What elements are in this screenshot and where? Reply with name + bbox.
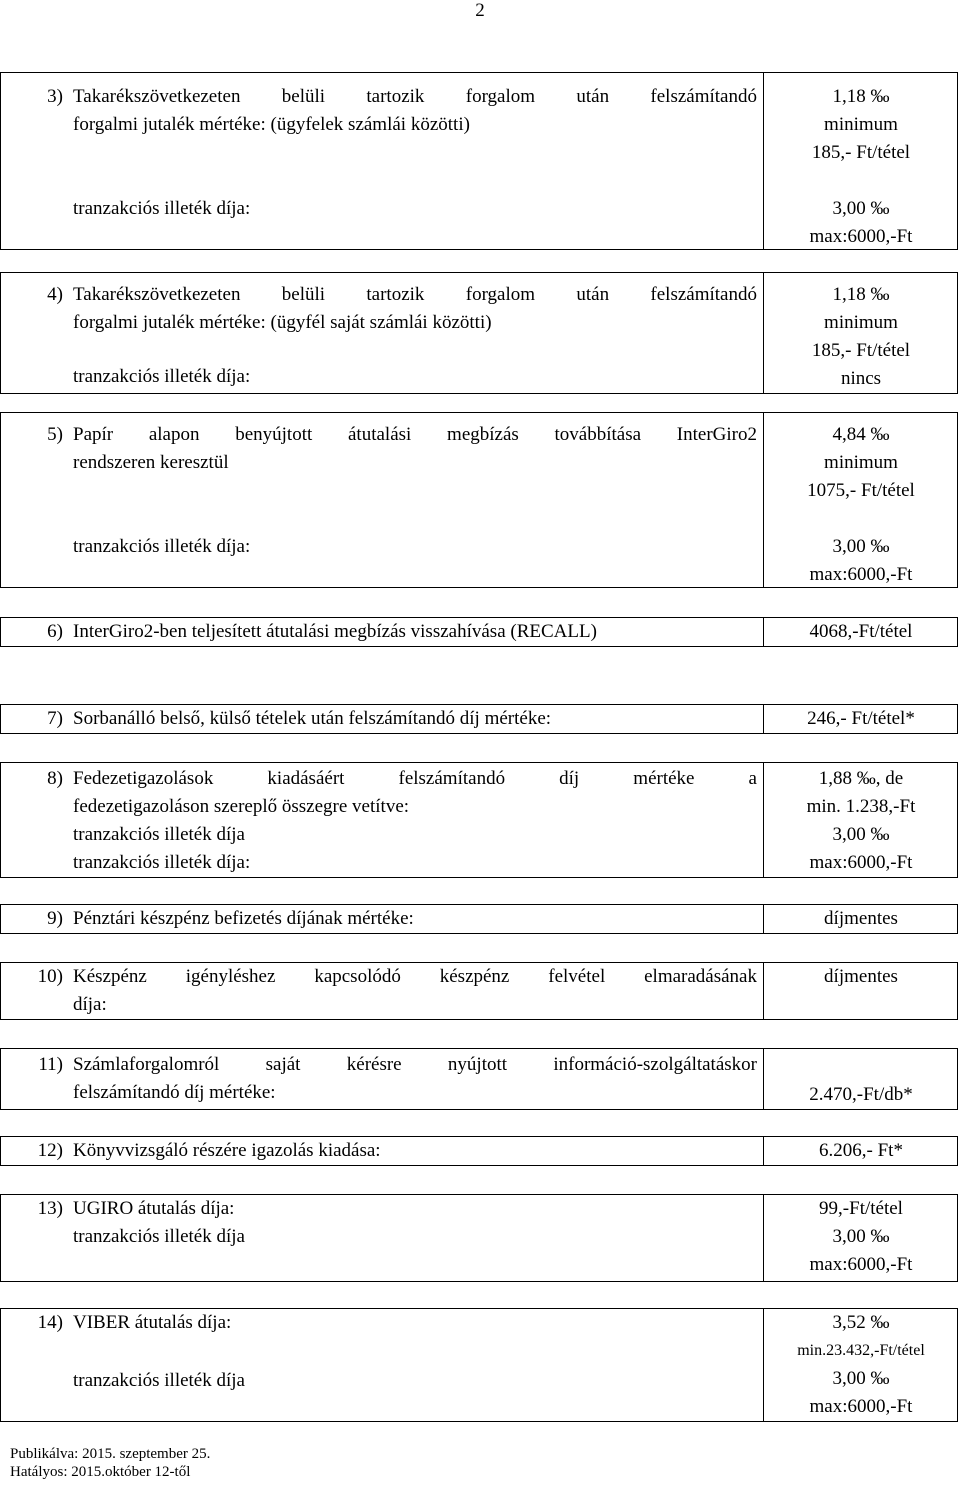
fee-cell	[763, 618, 958, 646]
fee-line: díjmentes	[824, 908, 898, 929]
description-line: tranzakciós illeték díja:	[73, 366, 251, 387]
row-number: 10)	[37, 966, 63, 987]
fee-row-13	[0, 1194, 958, 1282]
fee-row-6	[0, 617, 958, 647]
fee-cell	[763, 963, 958, 1019]
fee-line: max:6000,-Ft	[809, 564, 913, 585]
fee-line	[764, 167, 958, 195]
fee-cell	[763, 763, 958, 877]
fee-cell	[763, 905, 958, 933]
fee-line: max:6000,-Ft	[809, 1254, 913, 1275]
fee-line: 4068,-Ft/tétel	[809, 621, 913, 642]
description-line: Papír alapon benyújtott átutalási megbízás továbbítása InterGiro2	[73, 424, 757, 445]
description-line	[73, 477, 757, 505]
description-line: UGIRO átutalás díja:	[73, 1198, 235, 1219]
description-line: tranzakciós illeték díja	[73, 824, 245, 845]
fee-line: minimum	[824, 114, 898, 135]
row-description	[73, 963, 757, 1019]
description-line: felszámítandó díj mértéke:	[73, 1082, 276, 1103]
row-description	[73, 1309, 757, 1395]
row-number: 3)	[47, 86, 63, 107]
description-line: Készpénz igényléshez kapcsolódó készpénz felvétel elmaradásának	[73, 966, 757, 987]
fee-row-8	[0, 762, 958, 878]
description-line	[73, 337, 757, 339]
description-line: Takarékszövetkezeten belüli tartozik forgalom után felszámítandó	[73, 284, 757, 305]
description-line: fedezetigazoláson szereplő összegre vetítve:	[73, 796, 410, 817]
description-line: InterGiro2-ben teljesített átutalási megbízás visszahívása (RECALL)	[73, 621, 597, 642]
fee-line	[764, 1051, 958, 1079]
fee-row-14	[0, 1308, 958, 1422]
fee-line	[764, 505, 958, 533]
row-description	[73, 1051, 757, 1107]
row-description	[73, 281, 757, 391]
row-description	[73, 905, 757, 933]
fee-row-4	[0, 272, 958, 394]
fee-line: min. 1.238,-Ft	[806, 796, 916, 817]
row-number: 9)	[47, 908, 63, 929]
description-line: forgalmi jutalék mértéke: (ügyfél saját számlái közötti)	[73, 312, 492, 333]
publication-footer	[10, 1445, 210, 1481]
description-line: Könyvvizsgáló részére igazolás kiadása:	[73, 1140, 381, 1161]
fee-row-5	[0, 412, 958, 588]
fee-cell	[763, 705, 958, 733]
row-description	[73, 765, 757, 877]
fee-line: 3,00 ‰	[832, 536, 890, 557]
row-number: 12)	[37, 1140, 63, 1161]
fee-line: 185,- Ft/tétel	[811, 340, 911, 361]
description-line: Fedezetigazolások kiadásáért felszámítandó díj mértéke a	[73, 768, 757, 789]
fee-cell	[763, 1309, 958, 1421]
row-description	[73, 705, 757, 733]
fee-line: 246,- Ft/tétel*	[807, 708, 915, 729]
fee-line: 1,18 ‰	[832, 284, 890, 305]
fee-line: 185,- Ft/tétel	[811, 142, 911, 163]
description-line: rendszeren keresztül	[73, 452, 229, 473]
row-number: 4)	[47, 284, 63, 305]
fee-cell	[763, 273, 958, 393]
fee-line: 3,00 ‰	[832, 198, 890, 219]
published-date: Publikálva: 2015. szeptember 25.	[10, 1446, 211, 1462]
fee-row-10	[0, 962, 958, 1020]
fee-cell	[763, 73, 958, 249]
description-line: Pénztári készpénz befizetés díjának mértéke:	[73, 908, 414, 929]
description-line	[73, 1337, 757, 1365]
row-description	[73, 1137, 757, 1165]
page-number: 2	[475, 0, 485, 21]
row-number: 5)	[47, 424, 63, 445]
fee-line: 4,84 ‰	[832, 424, 890, 445]
description-line: tranzakciós illeték díja	[73, 1370, 245, 1391]
description-line: díja:	[73, 994, 107, 1015]
fee-line: min.23.432,-Ft/tétel	[797, 1342, 925, 1359]
row-description	[73, 421, 757, 561]
description-line: tranzakciós illeték díja	[73, 1226, 245, 1247]
effective-date: Hatályos: 2015.október 12-től	[10, 1464, 191, 1480]
fee-cell	[763, 1195, 958, 1281]
fee-line: 2.470,-Ft/db*	[809, 1084, 913, 1105]
fee-line: max:6000,-Ft	[809, 226, 913, 247]
fee-cell	[763, 1137, 958, 1165]
fee-line: minimum	[824, 312, 898, 333]
row-description	[73, 618, 757, 646]
fee-row-3	[0, 72, 958, 250]
fee-line: 1,18 ‰	[832, 86, 890, 107]
row-number: 8)	[47, 768, 63, 789]
row-number: 14)	[37, 1312, 63, 1333]
description-line	[73, 167, 757, 195]
fee-line: 3,00 ‰	[832, 824, 890, 845]
row-number: 11)	[38, 1054, 63, 1075]
description-line	[73, 505, 757, 533]
fee-line: minimum	[824, 452, 898, 473]
description-line: VIBER átutalás díja:	[73, 1312, 232, 1333]
fee-line: 3,00 ‰	[832, 1368, 890, 1389]
fee-line: 1075,- Ft/tétel	[807, 480, 915, 501]
fee-line: 99,-Ft/tétel	[819, 1198, 903, 1219]
fee-line: díjmentes	[824, 966, 898, 987]
description-line: Sorbanálló belső, külső tételek után felszámítandó díj mértéke:	[73, 708, 552, 729]
fee-row-9	[0, 904, 958, 934]
fee-cell	[763, 1049, 958, 1109]
fee-line: 3,52 ‰	[832, 1312, 890, 1333]
description-line: Számlaforgalomról saját kérésre nyújtott információ-szolgáltatáskor	[73, 1054, 757, 1075]
description-line: tranzakciós illeték díja:	[73, 852, 251, 873]
row-number: 13)	[37, 1198, 63, 1219]
row-description	[73, 1195, 757, 1251]
description-line: Takarékszövetkezeten belüli tartozik forgalom után felszámítandó	[73, 86, 757, 107]
fee-line: 3,00 ‰	[832, 1226, 890, 1247]
row-number: 7)	[47, 708, 63, 729]
description-line: tranzakciós illeték díja:	[73, 536, 251, 557]
fee-row-12	[0, 1136, 958, 1166]
fee-line: 1,88 ‰, de	[818, 768, 904, 789]
fee-line: max:6000,-Ft	[809, 852, 913, 873]
fee-line: max:6000,-Ft	[809, 1396, 913, 1417]
fee-row-11	[0, 1048, 958, 1110]
description-line: forgalmi jutalék mértéke: (ügyfelek számlái közötti)	[73, 114, 470, 135]
description-line	[73, 139, 757, 167]
row-number: 6)	[47, 621, 63, 642]
row-description	[73, 83, 757, 223]
fee-cell	[763, 413, 958, 587]
fee-row-7	[0, 704, 958, 734]
fee-line: nincs	[840, 368, 882, 389]
fee-line: 6.206,- Ft*	[819, 1140, 903, 1161]
description-line: tranzakciós illeték díja:	[73, 198, 251, 219]
